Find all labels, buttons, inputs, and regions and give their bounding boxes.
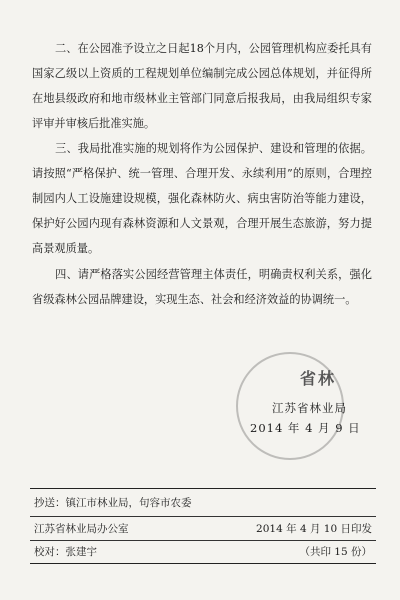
proofreader-row	[34, 545, 372, 559]
cc-row	[34, 496, 372, 510]
print-date: 2014 年 4 月 10 日印发	[256, 523, 372, 535]
proofreader-label: 校对：	[34, 546, 66, 558]
paragraph-3-text: 三、我局批准实施的规划将作为公园保护、建设和管理的依据。请按照“严格保护、统一管理、合理开发、永续利用”的原则，合理控制园内人工设施建设规模，强化森林防火、病虫害防治等能力建设，保护好公园内现有森林资源和人文景观，合理开展生态旅游，努力提高景观质量。	[32, 142, 372, 255]
cc-value: 镇江市林业局，句容市农委	[65, 497, 192, 509]
issuing-office: 江苏省林业局办公室	[34, 523, 129, 535]
office-row	[34, 522, 372, 536]
footer-bottom-rule	[30, 563, 376, 564]
seal-text: 省林	[300, 369, 337, 388]
issuing-agency: 江苏省林业局	[272, 401, 347, 415]
paragraph-2	[32, 36, 372, 136]
paragraph-4-text: 四、请严格落实公园经营管理主体责任，明确责权利关系，强化省级森林公园品牌建设，实现生态、社会和经济效益的协调统一。	[32, 268, 372, 306]
cc-label: 抄送：	[34, 497, 66, 509]
proofreader-name: 张建宇	[65, 546, 97, 558]
copies-count: （共印 15 份）	[299, 546, 372, 558]
paragraph-2-text: 二、在公园准予设立之日起18个月内，公园管理机构应委托具有国家乙级以上资质的工程规划单位编制完成公园总体规划，并征得所在地县级政府和地市级林业主管部门同意后报我局，由我局组织专家评审并审核后批准实施。	[32, 42, 372, 130]
paragraph-3	[32, 136, 372, 261]
paragraph-4	[32, 262, 372, 312]
footer-rule	[30, 540, 376, 541]
footer-top-rule	[30, 488, 376, 489]
issue-date: 2014 年 4 月 9 日	[250, 421, 361, 435]
footer-rule	[30, 516, 376, 517]
